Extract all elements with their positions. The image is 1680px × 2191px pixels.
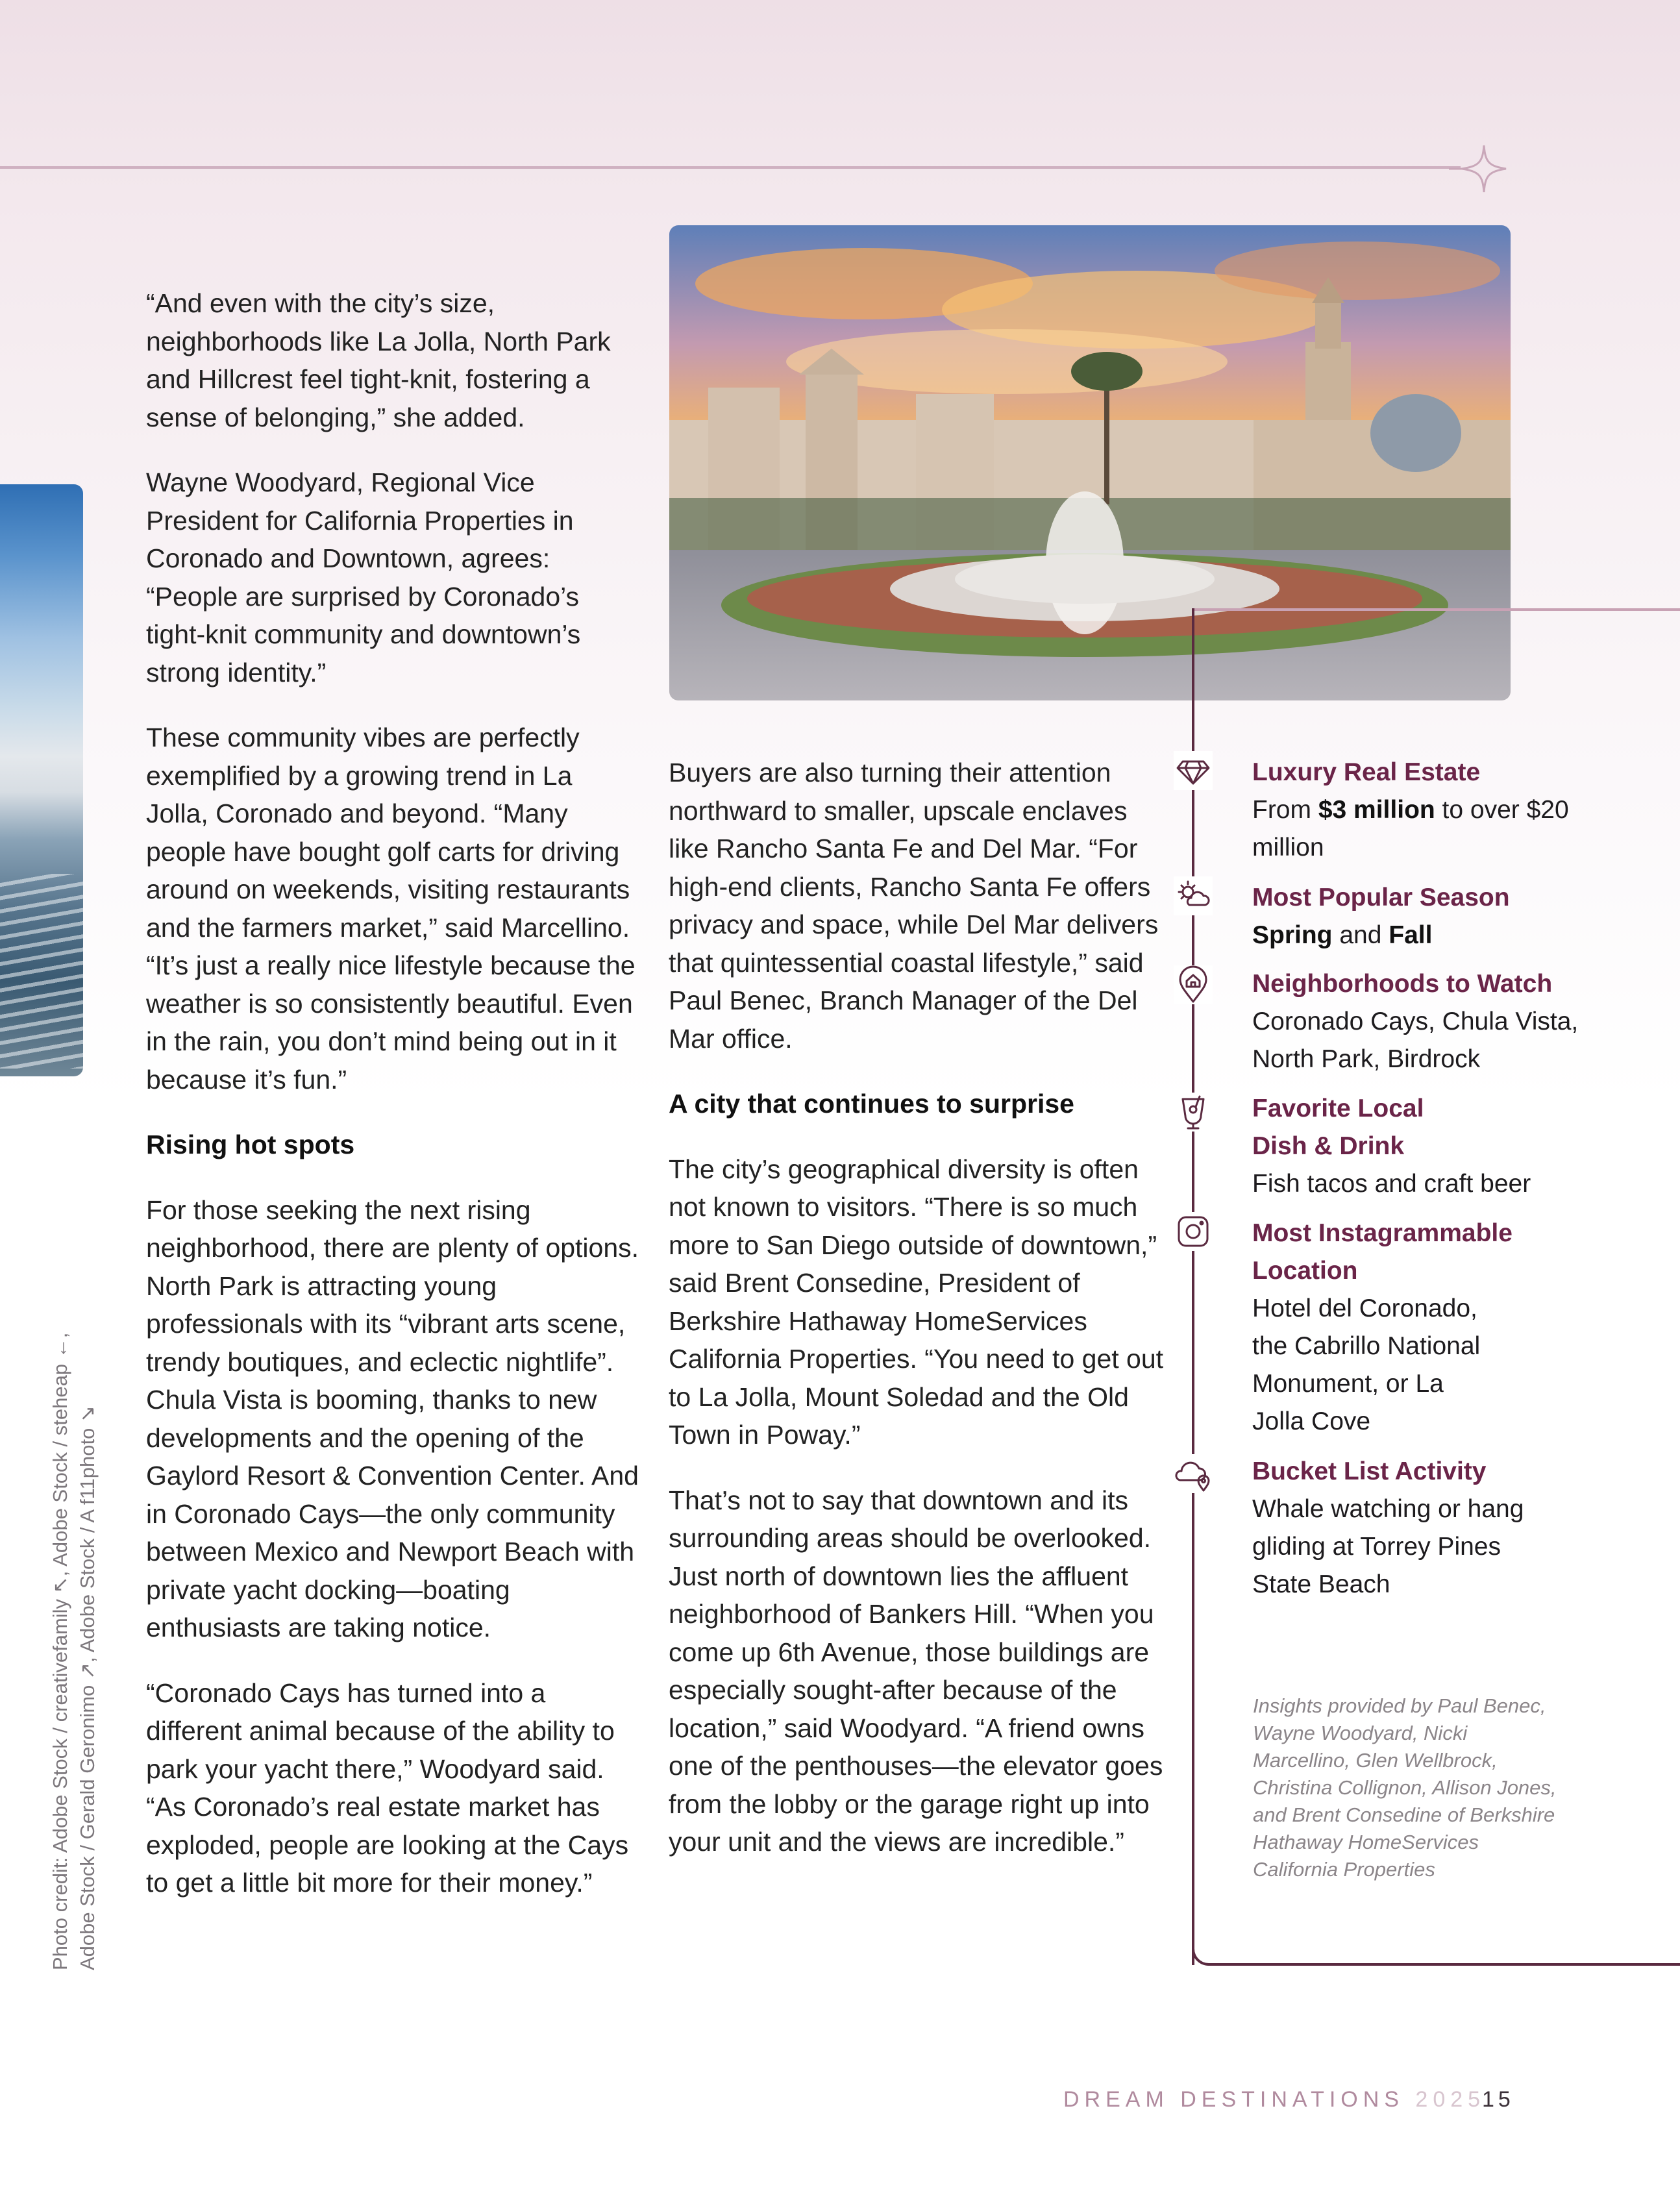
fact-title: Favorite Local Dish & Drink <box>1252 1095 1424 1160</box>
diamond-icon <box>1174 751 1213 790</box>
balboa-park-photo <box>669 225 1511 700</box>
fact-text: Whale watching or hang gliding at Torrey Pines State Beach <box>1252 1495 1524 1598</box>
article-column-1 <box>146 284 639 1929</box>
footer-publication <box>1063 2087 1485 2112</box>
page-number: 15 <box>1482 2087 1514 2112</box>
photo-credit-line-2: Adobe Stock / Gerald Geronimo ↗, Adobe Stock / A f11photo ↘ <box>76 1405 99 1970</box>
section-heading-rising-hot-spots: Rising hot spots <box>146 1130 355 1159</box>
fact-bucket-list <box>1252 1453 1616 1603</box>
sun-cloud-icon <box>1174 876 1213 915</box>
paragraph: “And even with the city’s size, neighborhoods like La Jolla, North Park and Hillcrest feel tight-knit, fostering a sense of belonging,” she added. <box>146 288 611 432</box>
paragraph: For those seeking the next rising neighborhood, there are plenty of options. North Park is attracting young professionals with its “vibrant arts scene, trendy boutiques, and eclectic nightlife”. Chula Vista is booming, thanks to new developments and the opening of the Gaylord Resort & Convention Center. And in Coronado Cays—the only community between Mexico and Newport Beach with private yacht docking—boating enthusiasts are taking notice. <box>146 1195 639 1642</box>
fact-title: Most Instagrammable Location <box>1252 1219 1513 1285</box>
cloud-location-icon <box>1174 1454 1213 1493</box>
sidebar-corner <box>1192 1935 1223 1966</box>
section-heading-city-surprise: A city that continues to surprise <box>669 1089 1074 1119</box>
cocktail-icon <box>1174 1093 1213 1132</box>
photo-credit <box>47 1217 101 1970</box>
camera-icon <box>1174 1212 1213 1251</box>
footer-title: DREAM DESTINATIONS <box>1063 2087 1404 2112</box>
insights-credit: Insights provided by Paul Benec, Wayne Woodyard, Nicki Marcellino, Glen Wellbrock, Christina Collignon, Allison Jones, and Brent Consedine of Berkshire Hathaway HomeServices California Properties <box>1253 1694 1557 1881</box>
paragraph: Buyers are also turning their attention northward to smaller, upscale enclaves like Rancho Santa Fe and Del Mar. “For high-end clients, Rancho Santa Fe offers privacy and space, while Del Mar delivers that quintessential coastal lifestyle,” said Paul Benec, Branch Manager of the Del Mar office. <box>669 758 1159 1054</box>
fact-title: Neighborhoods to Watch <box>1252 970 1553 998</box>
fact-luxury-real-estate <box>1252 754 1616 867</box>
sidebar-vertical-rule <box>1192 608 1194 1965</box>
fact-text: Fish tacos and craft beer <box>1252 1170 1531 1198</box>
fact-text: Spring and Fall <box>1252 921 1433 949</box>
sidebar-bottom-rule <box>1220 1963 1680 1966</box>
fact-text: From $3 million to over $20 million <box>1252 796 1569 861</box>
fact-title: Luxury Real Estate <box>1252 758 1481 786</box>
fact-neighborhoods <box>1252 965 1616 1078</box>
fact-instagrammable <box>1252 1215 1616 1441</box>
home-location-icon <box>1174 965 1213 1004</box>
paragraph: The city’s geographical diversity is often not known to visitors. “There is so much more to San Diego outside of downtown,” said Brent Consedine, President of Berkshire Hathaway HomeServices California Properties. “You need to get out to La Jolla, Mount Soledad and the Old Town in Poway.” <box>669 1154 1164 1450</box>
paragraph: These community vibes are perfectly exemplified by a growing trend in La Jolla, Coronado and beyond. “Many people have bought golf carts for driving around on weekends, visiting restaurants and the farmers market,” said Marcellino. “It’s just a really nice lifestyle because the weather is so consistently beautiful. Even in the rain, you don’t mind being out in it because it’s fun.” <box>146 723 636 1095</box>
footer-year: 2025 <box>1415 2087 1486 2112</box>
article-column-2 <box>669 754 1168 1888</box>
coastal-photo-edge <box>0 484 83 1076</box>
paragraph: “Coronado Cays has turned into a different animal because of the ability to park your yacht there,” Woodyard said. “As Coronado’s real estate market has exploded, people are looking at the Cays to get a little bit more for their money.” <box>146 1677 629 1898</box>
paragraph: That’s not to say that downtown and its surrounding areas should be overlooked. Just north of downtown lies the affluent neighborhood of Bankers Hill. “When you come up 6th Avenue, those buildings are especially sought-after because of the location,” said Woodyard. “A friend owns one of the penthouses—the elevator goes from the lobby or the garage right up into your unit and the views are incredible.” <box>669 1485 1163 1857</box>
fact-popular-season <box>1252 879 1616 954</box>
paragraph: Wayne Woodyard, Regional Vice President for California Properties in Coronado and Downtown, agrees: “People are surprised by Coronado’s tight-knit community and downtown’s strong identity.” <box>146 467 581 687</box>
fact-dish-drink <box>1252 1090 1616 1203</box>
fact-title: Most Popular Season <box>1252 884 1510 911</box>
fact-text: Coronado Cays, Chula Vista, North Park, Birdrock <box>1252 1008 1579 1073</box>
fact-text: Hotel del Coronado, the Cabrillo National Monument, or La Jolla Cove <box>1252 1294 1481 1435</box>
fact-title: Bucket List Activity <box>1252 1457 1487 1485</box>
header-rule <box>0 166 1461 169</box>
sparkle-star-icon <box>1449 143 1509 195</box>
sidebar-top-rule <box>1194 608 1680 611</box>
photo-credit-line-1: Photo credit: Adobe Stock / creativefamily ↖, Adobe Stock / steheap ←, <box>49 1332 71 1970</box>
